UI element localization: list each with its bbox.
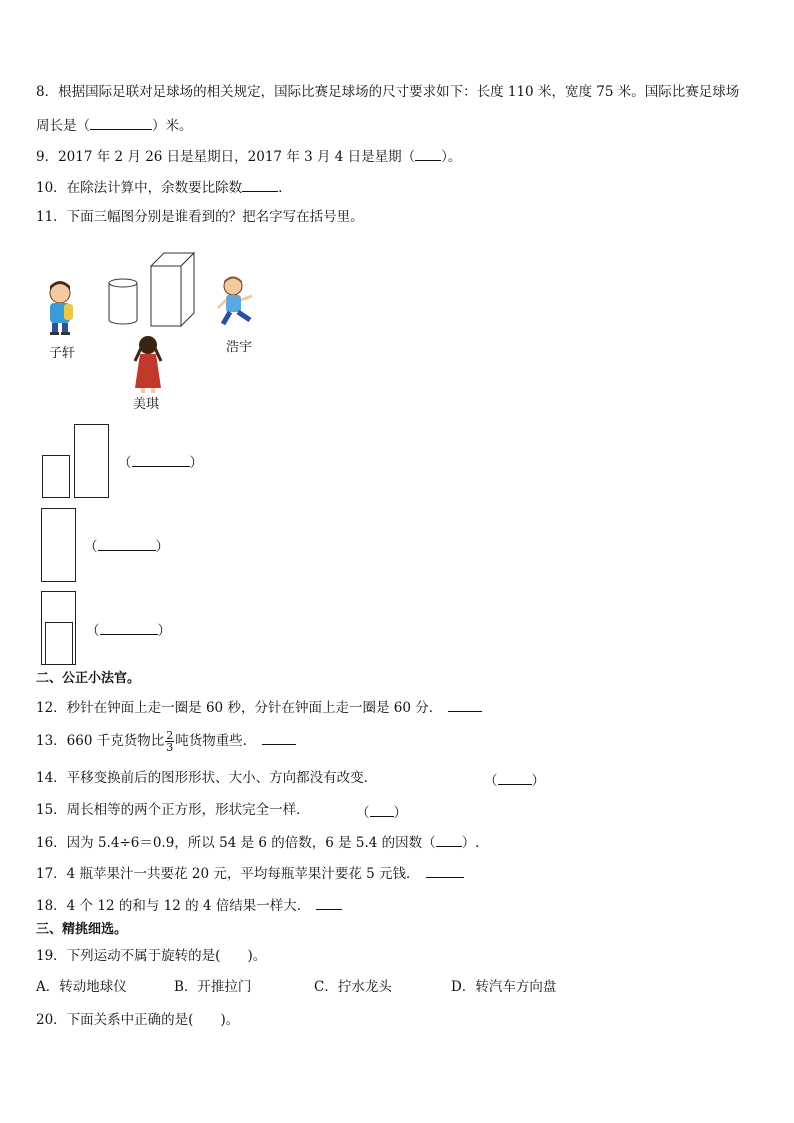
question-14 [36,769,377,787]
paren-close: ） [393,805,407,821]
q14-answer-blank[interactable] [498,770,532,785]
q15-text: 15．周长相等的两个正方形，形状完全一样． [36,802,310,818]
view-1 [40,423,203,499]
question-11: 11．下面三幅图分别是谁看到的？把名字写在括号里。 [36,209,364,225]
q19-option-a[interactable]: A．转动地球仪 [36,979,127,995]
q12-text: 12．秒针在钟面上走一圈是 60 秒，分针在钟面上走一圈是 60 分． [36,700,443,716]
question-18 [36,895,342,915]
paren-close: ） [157,623,171,639]
section-3-title: 三、精挑细选。 [36,922,128,937]
paren-open: （ [356,805,370,821]
name-label-meiqi: 美琪 [133,397,160,412]
view-2-answer-blank[interactable] [98,536,156,551]
q15-answer [356,801,407,821]
viewing-scene-figure [40,248,280,413]
q17-text: 17．4 瓶苹果汁一共要花 20 元，平均每瓶苹果汁要花 5 元钱． [36,866,420,882]
paren-close: ） [155,539,169,555]
scene-drawing [40,248,280,413]
view-1-tall-rect [74,424,109,498]
question-17 [36,863,464,883]
q9-answer-blank[interactable] [415,146,441,161]
view-1-answer-blank[interactable] [132,452,190,467]
cylinder-shape [109,279,137,324]
q10-answer-blank[interactable] [242,177,278,192]
question-16 [36,832,479,852]
view-3-inner-rect [45,622,73,665]
q14-answer [484,769,545,789]
view-2 [40,507,200,583]
paren-close: ） [531,773,545,789]
view-2-answer [84,535,169,555]
q16-text-after: ）. [461,835,480,851]
q13-answer-blank[interactable] [262,730,296,745]
q17-answer-blank[interactable] [426,863,464,878]
fraction-denominator: 3 [166,741,174,754]
name-label-zixuan: 子轩 [49,346,76,361]
section-2-title: 二、公正小法官。 [36,671,141,686]
q16-text-before: 16．因为 5.4÷6＝0.9，所以 54 是 6 的倍数，6 是 5.4 的因数（ [36,835,436,851]
q19-option-c[interactable]: C．拧水龙头 [314,979,392,995]
q16-answer-blank[interactable] [436,832,462,847]
question-20: 20．下面关系中正确的是( )。 [36,1012,240,1028]
view-1-answer [118,451,203,471]
q18-text: 18．4 个 12 的和与 12 的 4 倍结果一样大． [36,898,311,914]
q8-answer-blank[interactable] [90,115,152,130]
boy-zixuan-icon [50,281,73,335]
q13-text-after: 吨货物重些． [175,733,257,749]
question-15 [36,801,310,819]
paren-open: （ [84,539,98,555]
view-2-rect [41,508,76,582]
q15-answer-blank[interactable] [370,802,394,817]
view-3 [40,590,200,666]
q10-text-before: 10．在除法计算中，余数要比除数 [36,180,243,196]
name-label-haoyu: 浩宇 [226,340,253,355]
boy-haoyu-icon [218,277,252,325]
q8-text-after: ）米。 [152,118,193,134]
fraction-numerator: 2 [166,729,174,742]
q13-fraction [165,730,174,753]
question-12 [36,697,482,717]
view-3-answer-blank[interactable] [100,620,158,635]
paren-open: （ [484,773,498,789]
q19-option-d[interactable]: D．转汽车方向盘 [451,979,557,995]
q12-answer-blank[interactable] [448,697,482,712]
girl-meiqi-icon [135,336,161,393]
paren-close: ） [189,455,203,471]
question-8-line-2 [36,115,193,135]
question-19: 19．下列运动不属于旋转的是( )。 [36,948,267,964]
q8-text-before: 周长是（ [36,118,90,134]
q9-text-before: 9．2017 年 2 月 26 日是星期日，2017 年 3 月 4 日是星期（ [36,149,416,165]
question-10 [36,177,292,197]
q9-text-after: ）。 [441,149,462,165]
view-1-short-rect [42,455,70,498]
q13-text-before: 13．660 千克货物比 [36,733,165,749]
cuboid-shape [151,253,194,326]
view-3-answer [86,619,171,639]
paren-open: （ [86,623,100,639]
q18-answer-blank[interactable] [316,895,342,910]
q10-text-after: ． [278,180,292,196]
paren-open: （ [118,455,132,471]
question-8-line-1: 8．根据国际足联对足球场的相关规定，国际比赛足球场的尺寸要求如下：长度 110 米，宽度 75 米。国际比赛足球场 [36,84,740,100]
q19-option-b[interactable]: B．开推拉门 [174,979,252,995]
q14-text: 14．平移变换前后的图形形状、大小、方向都没有改变． [36,770,378,786]
question-9 [36,146,461,166]
question-13 [36,726,296,756]
